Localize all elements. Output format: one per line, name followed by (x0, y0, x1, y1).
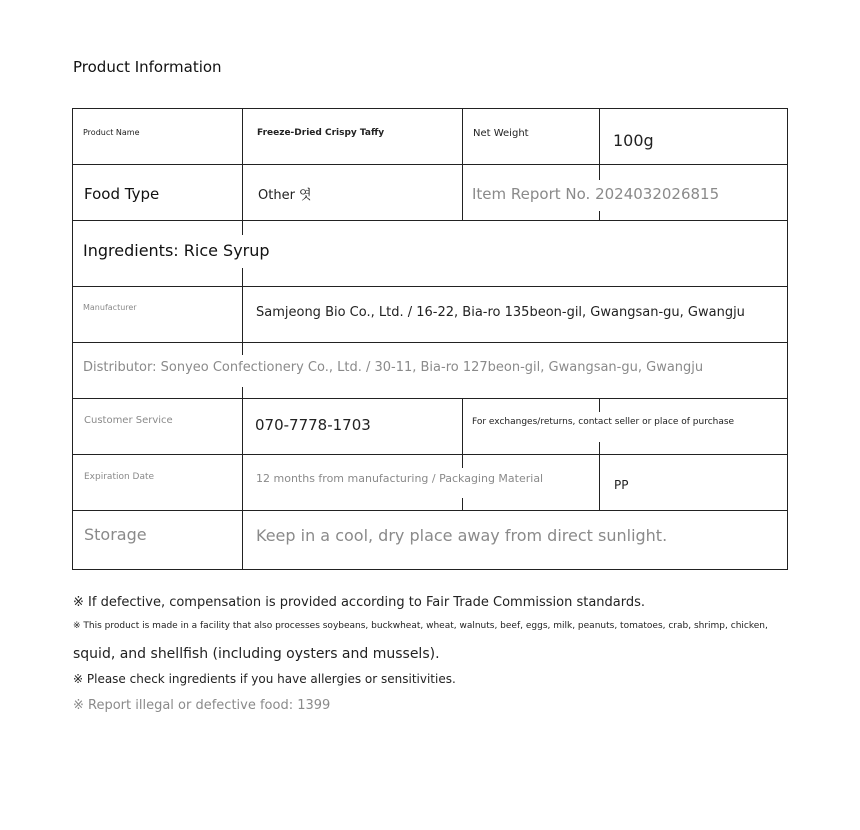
row-divider (72, 286, 788, 287)
distributor: Distributor: Sonyeo Confectionery Co., Ltd. / 30-11, Bia-ro 127beon-gil, Gwangsan-gu, Gwangju (83, 360, 704, 375)
expiration-value: 12 months from manufacturing / Packaging Material (256, 472, 544, 485)
manufacturer-label: Manufacturer (83, 303, 137, 312)
row-divider (72, 398, 788, 399)
page-title: Product Information (73, 58, 222, 76)
product-name-label: Product Name (83, 128, 140, 137)
manufacturer-value: Samjeong Bio Co., Ltd. / 16-22, Bia-ro 135beon-gil, Gwangsan-gu, Gwangju (256, 305, 745, 320)
allergen-note-line-1: ※ This product is made in a facility that also processes soybeans, buckwheat, wheat, walnuts, beef, eggs, milk, peanuts, tomatoes, crab, shrimp, chicken, (73, 621, 768, 631)
storage-value: Keep in a cool, dry place away from direct sunlight. (256, 526, 668, 545)
table-border-left (72, 108, 73, 570)
table-border-top (72, 108, 788, 109)
column-divider (462, 398, 463, 468)
column-divider (242, 108, 243, 235)
row-divider (72, 454, 788, 455)
row-divider (72, 164, 788, 165)
allergen-note-line-2: squid, and shellfish (including oysters and mussels). (73, 646, 440, 662)
column-divider (599, 442, 600, 510)
product-name-value: Freeze-Dried Crispy Taffy (257, 128, 385, 138)
column-divider (599, 211, 600, 220)
column-divider (462, 498, 463, 510)
exchange-note: For exchanges/returns, contact seller or place of purchase (472, 417, 735, 427)
report-hotline-note: ※ Report illegal or defective food: 1399 (73, 698, 331, 713)
net-weight-value: 100g (613, 131, 654, 150)
table-border-bottom (72, 569, 788, 570)
allergy-check-note: ※ Please check ingredients if you have allergies or sensitivities. (73, 672, 456, 686)
column-divider (599, 108, 600, 180)
expiration-label: Expiration Date (84, 472, 155, 482)
table-border-right (787, 108, 788, 570)
packaging-material-value: PP (614, 478, 629, 492)
ingredients: Ingredients: Rice Syrup (83, 241, 270, 260)
net-weight-label: Net Weight (473, 128, 529, 139)
customer-service-phone: 070-7778-1703 (255, 416, 371, 434)
food-type-label: Food Type (84, 185, 160, 203)
row-divider (72, 510, 788, 511)
customer-service-label: Customer Service (84, 415, 173, 426)
food-type-value: Other 엿 (258, 188, 312, 203)
column-divider (599, 398, 600, 412)
row-divider (72, 220, 788, 221)
column-divider (462, 108, 463, 220)
product-info-table (72, 108, 788, 570)
item-report-number: Item Report No. 2024032026815 (472, 185, 720, 203)
storage-label: Storage (84, 525, 147, 544)
defective-note: ※ If defective, compensation is provided according to Fair Trade Commission standards. (73, 595, 646, 610)
column-divider (242, 268, 243, 355)
column-divider (242, 387, 243, 570)
row-divider (72, 342, 788, 343)
